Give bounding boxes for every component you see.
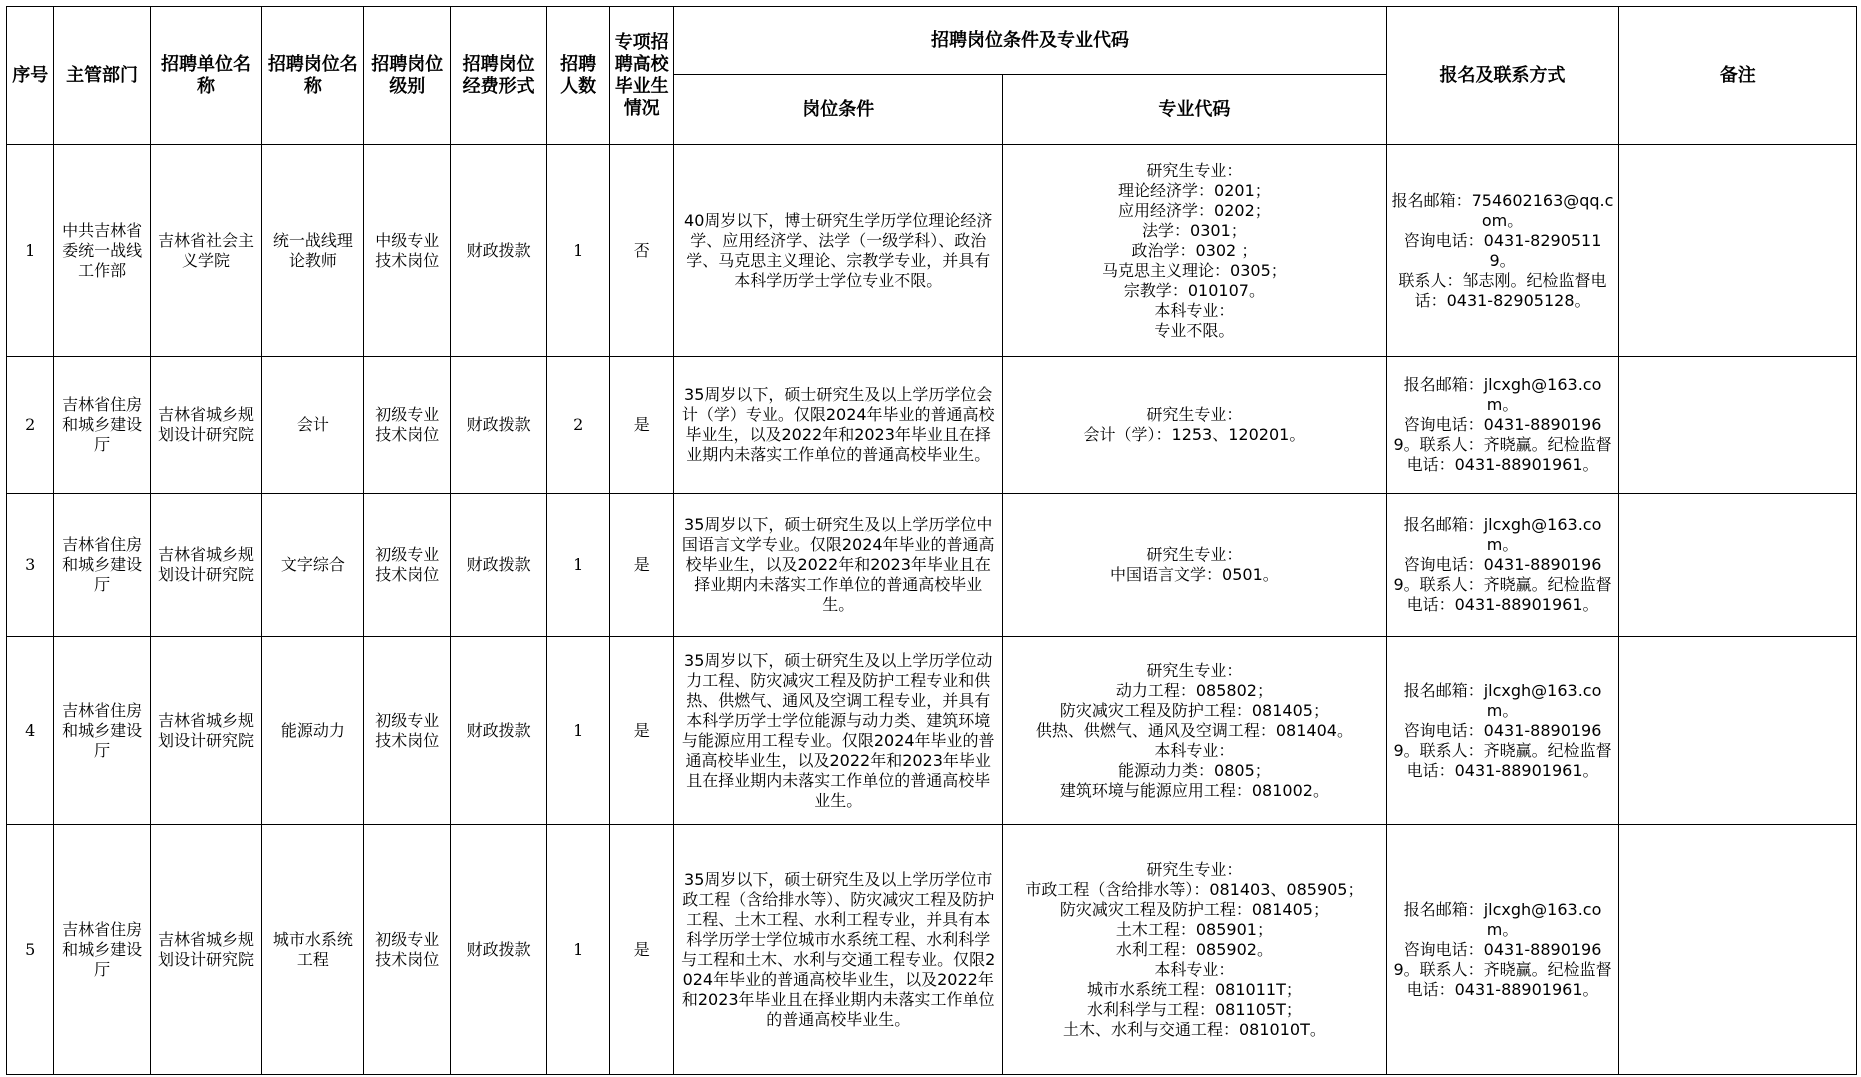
header-special: 专项招聘高校毕业生情况 xyxy=(610,7,674,145)
header-level: 招聘岗位级别 xyxy=(364,7,451,145)
code-line: 本科专业： xyxy=(1154,959,1235,979)
cell-contact xyxy=(1386,494,1619,637)
cell-level: 初级专业技术岗位 xyxy=(364,494,451,637)
cell-seq: 5 xyxy=(7,825,54,1075)
code-line: 研究生专业： xyxy=(1146,545,1243,564)
cell-remark xyxy=(1619,637,1857,825)
cell-remark xyxy=(1619,825,1857,1075)
cell-post: 文字综合 xyxy=(262,494,364,637)
cell-unit: 吉林省社会主义学院 xyxy=(150,145,262,357)
code-line: 供热、供燃气、通风及空调工程：081404。 xyxy=(1035,720,1353,740)
cell-codes xyxy=(1003,357,1387,494)
contact-line: 咨询电话：0431-88901969。联系人：齐晓赢。纪检监督电话：0431-88901961。 xyxy=(1393,415,1612,474)
cell-unit: 吉林省城乡规划设计研究院 xyxy=(150,494,262,637)
cell-level: 初级专业技术岗位 xyxy=(364,637,451,825)
cell-dept: 吉林省住房和城乡建设厅 xyxy=(54,825,150,1075)
code-line: 土木工程：085901； xyxy=(1115,919,1273,939)
cell-conditions: 35周岁以下，硕士研究生及以上学历学位中国语言文学专业。仅限2024年毕业的普通高校毕业生，以及2022年和2023年毕业且在择业期内未落实工作单位的普通高校毕业生。 xyxy=(674,494,1003,637)
contact-line: 报名邮箱：jlcxgh@163.com。 xyxy=(1403,680,1602,720)
header-dept: 主管部门 xyxy=(54,7,150,145)
cell-codes xyxy=(1003,494,1387,637)
code-line: 宗教学：010107。 xyxy=(1123,280,1265,300)
cell-seq: 1 xyxy=(7,145,54,357)
header-row xyxy=(7,7,1857,75)
contact-line: 咨询电话：0431-88901969。联系人：齐晓赢。纪检监督电话：0431-88901961。 xyxy=(1393,939,1612,999)
cell-funding: 财政拨款 xyxy=(451,494,547,637)
cell-funding: 财政拨款 xyxy=(451,357,547,494)
code-line: 政治学：0302 ； xyxy=(1131,240,1258,260)
code-line: 研究生专业： xyxy=(1146,405,1243,424)
code-line: 水利工程：085902。 xyxy=(1115,939,1273,959)
cell-count: 2 xyxy=(547,357,610,494)
contact-line: 报名邮箱：jlcxgh@163.com。 xyxy=(1403,375,1602,414)
contact-line: 咨询电话：0431-82905119。 xyxy=(1403,230,1602,270)
table-row xyxy=(7,637,1857,825)
header-contact: 报名及联系方式 xyxy=(1386,7,1619,145)
header-unit: 招聘单位名称 xyxy=(150,7,262,145)
cell-dept: 中共吉林省委统一战线工作部 xyxy=(54,145,150,357)
cell-conditions: 35周岁以下，硕士研究生及以上学历学位动力工程、防灾减灾工程及防护工程专业和供热、供燃气、通风及空调工程专业，并具有本科学历学士学位能源与动力类、建筑环境与能源应用工程专业。仅限2024年毕业的普通高校毕业生，以及2022年和2023年毕业且在择业期内未落实工作单位的普通高校毕业生。 xyxy=(674,637,1003,825)
cell-conditions: 35周岁以下，硕士研究生及以上学历学位市政工程（含给排水等）、防灾减灾工程及防护工程、土木工程、水利工程专业，并具有本科学历学士学位城市水系统工程、水利科学与工程和土木、水利与交通工程专业。仅限2024年毕业的普通高校毕业生，以及2022年和2023年毕业且在择业期内未落实工作单位的普通高校毕业生。 xyxy=(674,825,1003,1075)
cell-count: 1 xyxy=(547,494,610,637)
contact-line: 联系人：邹志刚。纪检监督电话：0431-82905128。 xyxy=(1398,270,1607,310)
cell-unit: 吉林省城乡规划设计研究院 xyxy=(150,825,262,1075)
cell-dept: 吉林省住房和城乡建设厅 xyxy=(54,357,150,494)
cell-level: 中级专业技术岗位 xyxy=(364,145,451,357)
cell-codes xyxy=(1003,637,1387,825)
cell-contact xyxy=(1386,825,1619,1075)
cell-remark xyxy=(1619,357,1857,494)
code-line: 专业不限。 xyxy=(1154,320,1235,340)
cell-level: 初级专业技术岗位 xyxy=(364,825,451,1075)
code-line: 本科专业： xyxy=(1154,740,1235,760)
recruitment-table xyxy=(6,6,1857,1075)
code-line: 防灾减灾工程及防护工程：081405； xyxy=(1059,899,1329,919)
code-line: 城市水系统工程：081011T； xyxy=(1086,979,1302,999)
header-post: 招聘岗位名称 xyxy=(262,7,364,145)
contact-line: 报名邮箱：jlcxgh@163.com。 xyxy=(1403,899,1602,939)
cell-seq: 2 xyxy=(7,357,54,494)
code-line: 法学：0301； xyxy=(1142,220,1247,240)
cell-funding: 财政拨款 xyxy=(451,825,547,1075)
contact-line: 咨询电话：0431-88901969。联系人：齐晓赢。纪检监督电话：0431-88901961。 xyxy=(1393,555,1612,614)
cell-conditions: 35周岁以下，硕士研究生及以上学历学位会计（学）专业。仅限2024年毕业的普通高校毕业生，以及2022年和2023年毕业且在择业期内未落实工作单位的普通高校毕业生。 xyxy=(674,357,1003,494)
code-line: 建筑环境与能源应用工程：081002。 xyxy=(1059,780,1329,800)
cell-codes xyxy=(1003,825,1387,1075)
code-line: 市政工程（含给排水等）：081403、085905； xyxy=(1025,879,1364,899)
header-funding: 招聘岗位经费形式 xyxy=(451,7,547,145)
cell-contact xyxy=(1386,637,1619,825)
cell-seq: 4 xyxy=(7,637,54,825)
cell-conditions: 40周岁以下，博士研究生学历学位理论经济学、应用经济学、法学（一级学科）、政治学、马克思主义理论、宗教学专业，并具有本科学历学士学位专业不限。 xyxy=(674,145,1003,357)
code-line: 研究生专业： xyxy=(1146,660,1243,680)
header-conditions: 岗位条件 xyxy=(674,75,1003,145)
header-codes: 专业代码 xyxy=(1003,75,1387,145)
code-line: 马克思主义理论：0305； xyxy=(1102,260,1287,280)
table-row xyxy=(7,357,1857,494)
cell-funding: 财政拨款 xyxy=(451,637,547,825)
cell-unit: 吉林省城乡规划设计研究院 xyxy=(150,357,262,494)
cell-post: 能源动力 xyxy=(262,637,364,825)
code-line: 本科专业： xyxy=(1154,300,1235,320)
code-line: 防灾减灾工程及防护工程：081405； xyxy=(1059,700,1329,720)
table-row xyxy=(7,145,1857,357)
cell-codes xyxy=(1003,145,1387,357)
header-conditions-group: 招聘岗位条件及专业代码 xyxy=(674,7,1386,75)
header-remark: 备注 xyxy=(1619,7,1857,145)
cell-post: 会计 xyxy=(262,357,364,494)
cell-special: 是 xyxy=(610,357,674,494)
code-line: 能源动力类：0805； xyxy=(1118,760,1271,780)
cell-special: 否 xyxy=(610,145,674,357)
code-line: 应用经济学：0202； xyxy=(1118,200,1271,220)
cell-remark xyxy=(1619,494,1857,637)
cell-contact xyxy=(1386,145,1619,357)
code-line: 研究生专业： xyxy=(1146,859,1243,879)
contact-line: 咨询电话：0431-88901969。联系人：齐晓赢。纪检监督电话：0431-88901961。 xyxy=(1393,720,1612,780)
cell-special: 是 xyxy=(610,825,674,1075)
cell-count: 1 xyxy=(547,145,610,357)
code-line: 中国语言文学：0501。 xyxy=(1110,565,1279,584)
cell-count: 1 xyxy=(547,825,610,1075)
table-row xyxy=(7,494,1857,637)
code-line: 会计（学）：1253、120201。 xyxy=(1083,425,1306,444)
cell-remark xyxy=(1619,145,1857,357)
table-row xyxy=(7,825,1857,1075)
cell-post: 统一战线理论教师 xyxy=(262,145,364,357)
cell-special: 是 xyxy=(610,637,674,825)
contact-line: 报名邮箱：754602163@qq.com。 xyxy=(1391,190,1614,230)
cell-funding: 财政拨款 xyxy=(451,145,547,357)
cell-contact xyxy=(1386,357,1619,494)
cell-post: 城市水系统工程 xyxy=(262,825,364,1075)
cell-dept: 吉林省住房和城乡建设厅 xyxy=(54,637,150,825)
cell-special: 是 xyxy=(610,494,674,637)
contact-line: 报名邮箱：jlcxgh@163.com。 xyxy=(1403,515,1602,554)
code-line: 研究生专业： xyxy=(1146,160,1243,180)
code-line: 土木、水利与交通工程：081010T。 xyxy=(1062,1019,1326,1039)
code-line: 理论经济学：0201； xyxy=(1118,180,1271,200)
code-line: 动力工程：085802； xyxy=(1115,680,1273,700)
header-count: 招聘人数 xyxy=(547,7,610,145)
cell-count: 1 xyxy=(547,637,610,825)
cell-unit: 吉林省城乡规划设计研究院 xyxy=(150,637,262,825)
header-seq: 序号 xyxy=(7,7,54,145)
cell-seq: 3 xyxy=(7,494,54,637)
cell-dept: 吉林省住房和城乡建设厅 xyxy=(54,494,150,637)
code-line: 水利科学与工程：081105T； xyxy=(1086,999,1302,1019)
cell-level: 初级专业技术岗位 xyxy=(364,357,451,494)
